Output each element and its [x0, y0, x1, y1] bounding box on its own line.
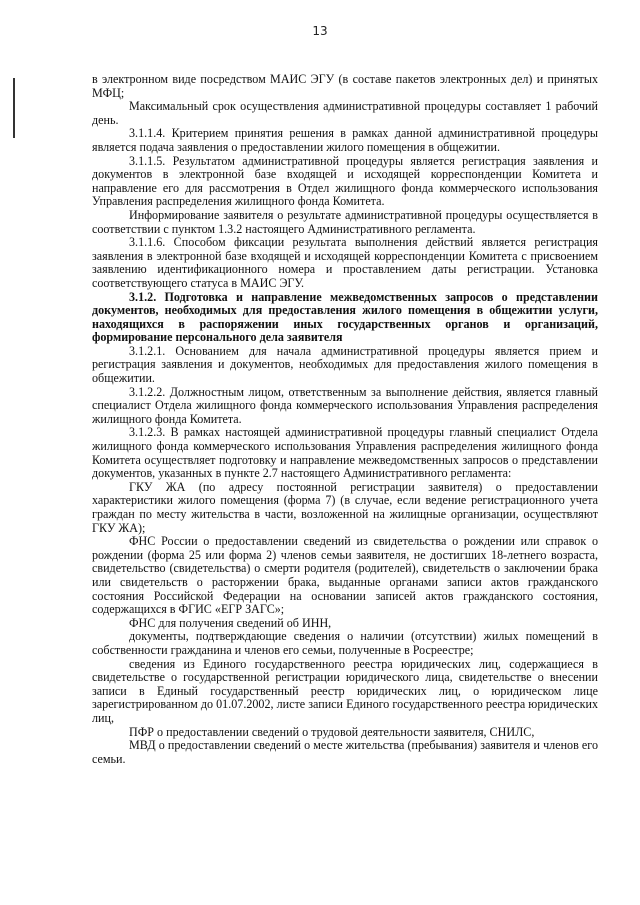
margin-mark — [13, 78, 15, 138]
paragraph-p5: 3.1.1.6. Способом фиксации результата выполнения действий является регистрация заявления в электронной базе входящей и исходящей корреспонденции Комитета с присвоением заявлению идентификационного номера и проставлением даты регистрации. Установка соответствующего статуса в МАИС ЭГУ. — [92, 235, 598, 290]
paragraph-p7: 3.1.2.1. Основанием для начала административной процедуры является прием и регистрация заявления и документов, необходимых для предоставления жилого помещения в общежитии. — [92, 343, 598, 386]
paragraph-p11: ФНС России о предоставлении сведений из свидетельства о рождении или справок о рождении (форма 25 или форма 2) членов семьи заявителя, не достигших 18-летнего возраста, свидетельство (свидетельства) о смерти родителя (родителей), свидетельств о заключении брака или свидетельств о расторжении брака, выданные органами записи актов гражданского состояния Российской Федерации на основании записей актов гражданского состояния, содержащихся в ФГИС «ЕГР ЗАГС»; — [92, 534, 598, 617]
paragraph-p16: МВД о предоставлении сведений о месте жительства (пребывания) заявителя и членов его семьи. — [92, 738, 598, 766]
page-number: 13 — [312, 24, 328, 38]
paragraph-p14: сведения из Единого государственного реестра юридических лиц, содержащиеся в свидетельстве о государственной регистрации юридического лица, свидетельстве о внесении записи в Единый государственный реестр юридических лиц, о юридическом лице зарегистрированном до 01.07.2002, листе записи Единого государственного реестра юридических лиц, — [92, 656, 598, 725]
paragraph-p4: Информирование заявителя о результате административной процедуры осуществляется в соответствии с пунктом 1.3.2 настоящего Административного регламента. — [92, 207, 598, 236]
paragraph-p13: документы, подтверждающие сведения о наличии (отсутствии) жилых помещений в собственности гражданина и членов его семьи, полученные в Росреестре; — [92, 629, 598, 657]
section-heading-3-1-2: 3.1.2. Подготовка и направление межведомственных запросов о представлении документов, необходимых для предоставления жилого помещения в общежитии услуги, находящихся в распоряжении иных государственных органов и организаций, формирование персонального дела заявителя — [92, 289, 598, 345]
paragraph-p8: 3.1.2.2. Должностным лицом, ответственным за выполнение действия, является главный специалист Отдела жилищного фонда коммерческого использования Управления распределения жилищного фонда Комитета. — [92, 384, 598, 426]
document-body — [92, 73, 598, 766]
paragraph-p9: 3.1.2.3. В рамках настоящей административной процедуры главный специалист Отдела жилищного фонда коммерческого использования Управления распределения жилищного фонда Комитета осуществляет подготовку и направление межведомственных запросов о представлении документов, указанных в пункте 2.7 настоящего Административного регламента: — [92, 425, 598, 481]
paragraph-p0: в электронном виде посредством МАИС ЭГУ (в составе пакетов электронных дел) и принятых МФЦ; — [92, 72, 598, 100]
paragraph-p3: 3.1.1.5. Результатом административной процедуры является регистрация заявления и документов в электронной базе входящей и исходящей корреспонденции Комитета и направление его для рассмотрения в Отдел жилищного фонда коммерческого использования Управления распределения жилищного фонда Комитета. — [92, 153, 598, 209]
paragraph-p1: Максимальный срок осуществления административной процедуры составляет 1 рабочий день. — [92, 99, 598, 127]
paragraph-p15: ПФР о предоставлении сведений о трудовой деятельности заявителя, СНИЛС, — [129, 724, 535, 739]
paragraph-p12: ФНС для получения сведений об ИНН, — [129, 615, 332, 630]
paragraph-p2: 3.1.1.4. Критерием принятия решения в рамках данной административной процедуры является подача заявления о предоставлении жилого помещения в общежитии. — [92, 126, 598, 154]
paragraph-p10: ГКУ ЖА (по адресу постоянной регистрации заявителя) о предоставлении характеристики жилого помещения (форма 7) (в случае, если ведение регистрационного учета граждан по месту жительства в части, возложенной на жилищные организации, осуществляют ГКУ ЖА); — [92, 479, 598, 535]
